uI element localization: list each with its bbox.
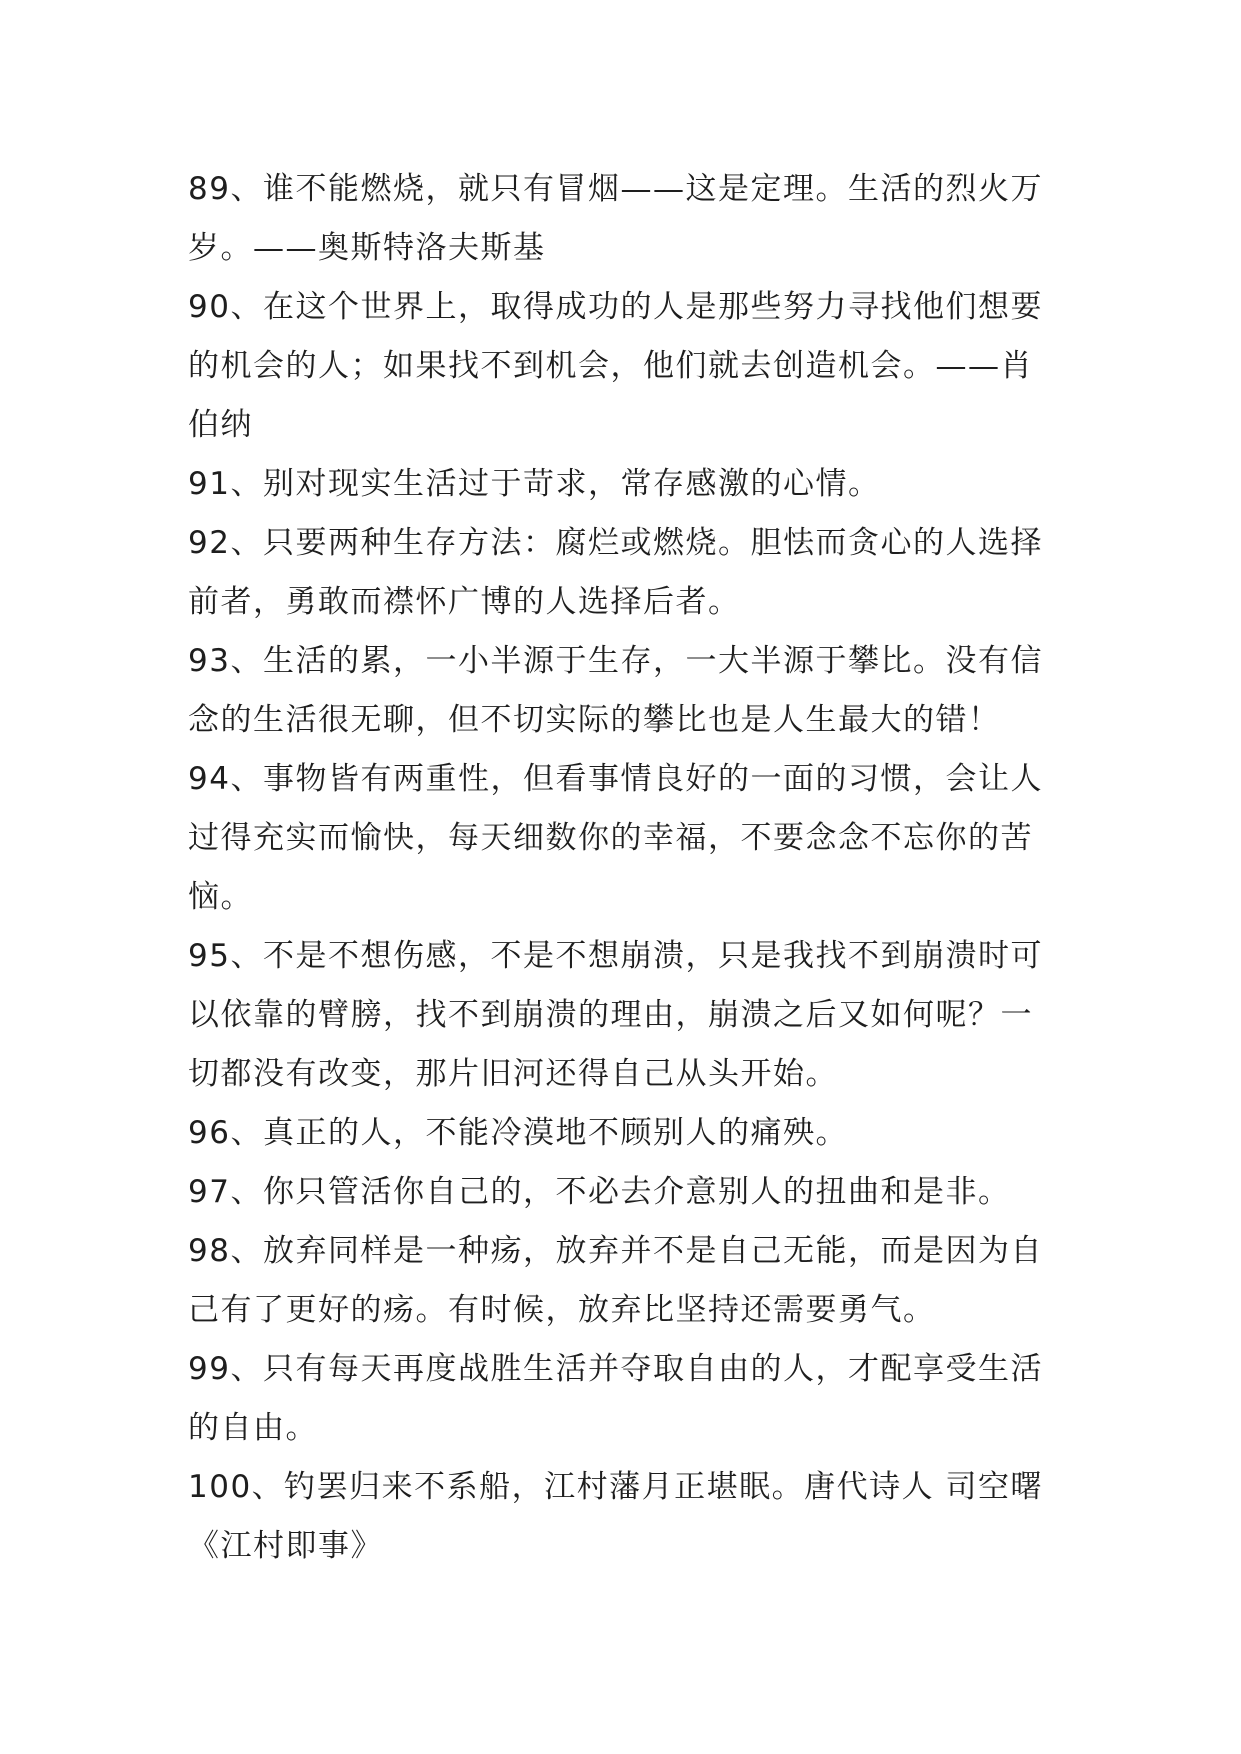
quote-entry-92 xyxy=(188,514,1058,632)
entry-text: 、在这个世界上，取得成功的人是那些努力寻找他们想要的机会的人；如果找不到机会，他们就去创造机会。——肖伯纳 xyxy=(188,289,1043,443)
quote-entry-91 xyxy=(188,455,1058,514)
entry-number: 96 xyxy=(188,1115,231,1151)
entry-text: 、钓罢归来不系船，江村藩月正堪眠。唐代诗人 司空曙《江村即事》 xyxy=(188,1469,1044,1564)
entry-text: 、别对现实生活过于苛求，常存感激的心情。 xyxy=(230,466,881,502)
entry-text: 、谁不能燃烧，就只有冒烟——这是定理。生活的烈火万岁。——奥斯特洛夫斯基 xyxy=(188,171,1043,266)
entry-number: 90 xyxy=(188,289,231,325)
quote-entry-98 xyxy=(188,1222,1058,1340)
entry-number: 91 xyxy=(188,466,231,502)
entry-number: 92 xyxy=(188,525,231,561)
quote-entry-90 xyxy=(188,278,1058,455)
entry-number: 95 xyxy=(188,938,231,974)
entry-text: 、只有每天再度战胜生活并夺取自由的人，才配享受生活的自由。 xyxy=(188,1351,1043,1446)
entry-number: 100 xyxy=(188,1469,252,1505)
quote-entry-95 xyxy=(188,927,1058,1104)
entry-text: 、事物皆有两重性，但看事情良好的一面的习惯，会让人过得充实而愉快，每天细数你的幸福，不要念念不忘你的苦恼。 xyxy=(188,761,1043,915)
entry-number: 94 xyxy=(188,761,231,797)
quote-entry-100 xyxy=(188,1458,1058,1576)
quote-entry-94 xyxy=(188,750,1058,927)
entry-number: 99 xyxy=(188,1351,231,1387)
entry-number: 97 xyxy=(188,1174,231,1210)
quote-entry-99 xyxy=(188,1340,1058,1458)
entry-number: 93 xyxy=(188,643,231,679)
entry-text: 、只要两种生存方法：腐烂或燃烧。胆怯而贪心的人选择前者，勇敢而襟怀广博的人选择后者。 xyxy=(188,525,1043,620)
entry-text: 、放弃同样是一种疡，放弃并不是自己无能，而是因为自己有了更好的疡。有时候，放弃比坚持还需要勇气。 xyxy=(188,1233,1043,1328)
quote-entry-96 xyxy=(188,1104,1058,1163)
quote-entry-97 xyxy=(188,1163,1058,1222)
quote-entry-93 xyxy=(188,632,1058,750)
entry-text: 、你只管活你自己的，不必去介意别人的扭曲和是非。 xyxy=(230,1174,1011,1210)
entry-number: 89 xyxy=(188,171,231,207)
entry-number: 98 xyxy=(188,1233,231,1269)
quote-entry-89 xyxy=(188,160,1058,278)
entry-text: 、不是不想伤感，不是不想崩溃，只是我找不到崩溃时可以依靠的臂膀，找不到崩溃的理由，崩溃之后又如何呢？一切都没有改变，那片旧河还得自己从头开始。 xyxy=(188,938,1043,1092)
quote-list xyxy=(188,160,1058,1576)
entry-text: 、生活的累，一小半源于生存，一大半源于攀比。没有信念的生活很无聊，但不切实际的攀比也是人生最大的错！ xyxy=(188,643,1043,738)
entry-text: 、真正的人，不能冷漠地不顾别人的痛殃。 xyxy=(230,1115,848,1151)
